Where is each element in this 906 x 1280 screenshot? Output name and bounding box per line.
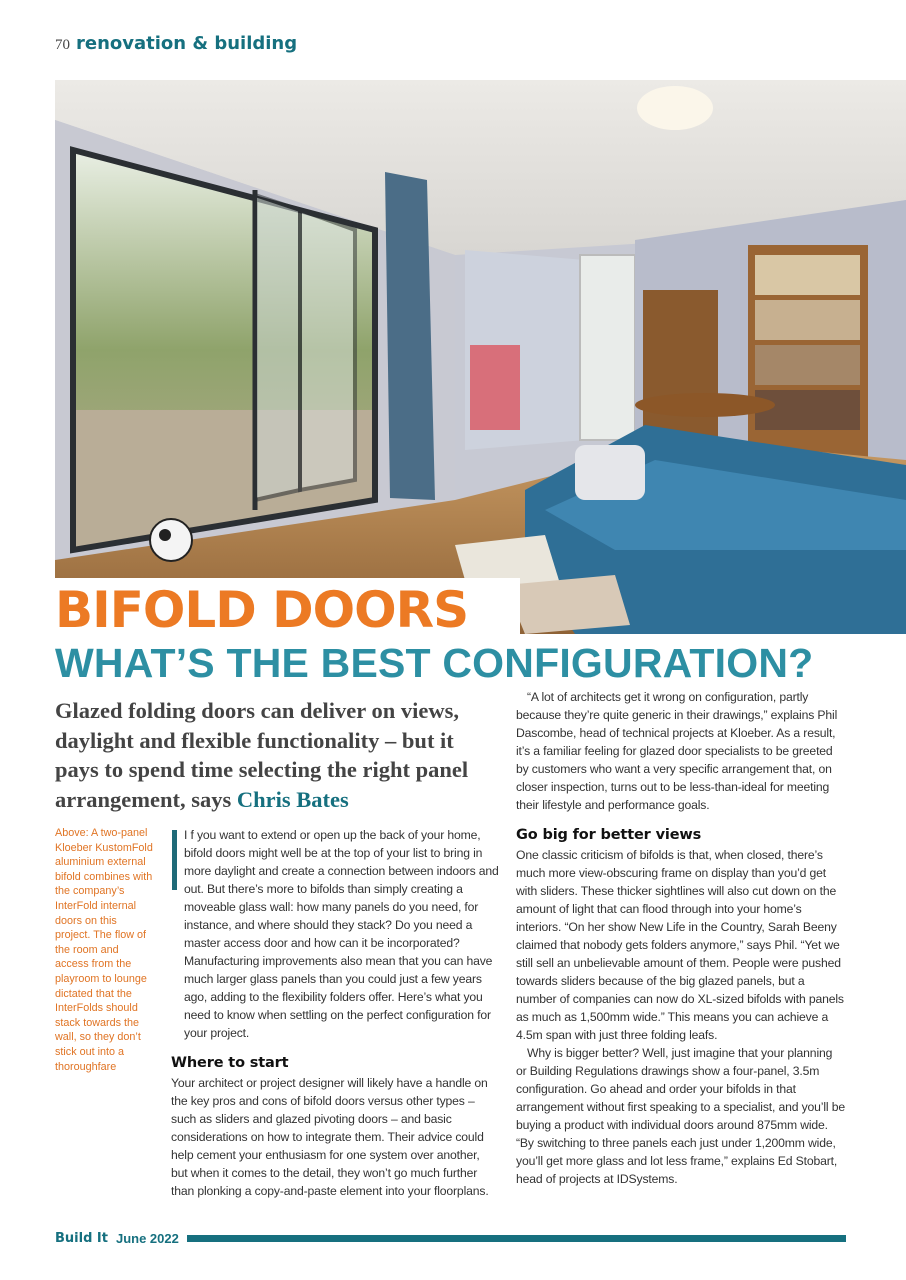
body-column-1 (171, 826, 499, 1200)
intro-paragraph: I f you want to extend or open up the back of your home, bifold doors might well be at the top of your list to bring in more daylight and create a connection between indoors and out. But there’s more to bifolds than simply creating a moveable glass wall: how many panels do you need, for instance, and where should they stack? Do you need a master access door and how can it be incorporated? Manufacturing improvements also mean that you can have much larger glass panels than you could just a few years ago, adding to the flexibility folders offer. Here’s what you need to know when settling on the perfect configuration for your project. (184, 828, 499, 1040)
dropcap-i (172, 830, 177, 890)
article-subheadline: WHAT’S THE BEST CONFIGURATION? (55, 640, 814, 686)
photo-caption: Above: A two-panel Kloeber KustomFold aluminium external bifold combines with the company’s InterFold internal doors on this project. The flow of the room and access from the playroom to lounge dictated that the InterFolds should stack towards the wall, so they don’t stick out into a thoroughfare (55, 827, 153, 1073)
page-footer (55, 1229, 846, 1247)
section-title: renovation & building (76, 33, 298, 54)
footer-rule (187, 1235, 846, 1242)
article-headline: BIFOLD DOORS (55, 581, 469, 639)
paragraph: Why is bigger better? Well, just imagine that your planning or Building Regulations drawings show a four-panel, 3.5m configuration. Go ahead and order your bifolds in that arrangement without first speaking to a specialist, and you’ll be buying a product with individual doors around 875mm wide. “By switching to three panels each just under 1,200mm wide, you’ll get more glass and lot less frame,” explains Ed Stobart, head of projects at IDSystems. (516, 1046, 845, 1186)
hero-photo (55, 80, 906, 634)
paragraph: One classic criticism of bifolds is that, when closed, there’s much more view-obscuring frame on display than you’d get with sliders. These thicker sightlines will also cut down on the amount of light that can flood through into your home’s interiors. “On her show New Life in the Country, Sarah Beeny claimed that nobody gets folders anymore,” says Phil. “Yet we still sell an unbelievable amount of them. People were pushed towards sliders because of the big glazed panels, but a number of companies can now do XL-sized bifolds with panels as much as 1,500mm wide.” This means you can achieve a 4.5m span with just three folding leafs. (516, 848, 844, 1042)
paragraph: “A lot of architects get it wrong on configuration, partly because they’re quite generic in their drawings,” explains Phil Dascombe, head of technical projects at Kloeber. As a result, it’s a familiar feeling for glazed door specialists to be greeted by customers who want a very specific arrangement that, on closer inspection, turns out to be less-than-ideal for meeting their lifestyle and performance goals. (516, 690, 838, 812)
footer-magazine-name: Build It (55, 1230, 108, 1246)
page-number: 70 (55, 37, 70, 53)
intro-block (171, 826, 499, 1042)
body-column-2 (516, 688, 846, 1188)
author-byline: Chris Bates (236, 786, 349, 812)
subheading-go-big: Go big for better views (516, 827, 702, 843)
subheading-where-to-start: Where to start (171, 1055, 289, 1071)
living-room-photo (55, 80, 906, 634)
paragraph: Your architect or project designer will likely have a handle on the key pros and cons of bifold doors versus other types – such as sliders and glazed pivoting doors – and basic considerations on how to integrate them. Their advice could help cement your enthusiasm for one system over another, but when it comes to the detail, they won’t go much further than plonking a copy-and-paste element into your floorplans. (171, 1076, 489, 1198)
page-header (55, 33, 297, 59)
standfirst (55, 696, 495, 814)
footer-issue-date: June 2022 (115, 1230, 179, 1246)
standfirst-text: Glazed folding doors can deliver on views, daylight and flexible functionality – but it pays to spend time selecting the right panel arrangement, says (55, 698, 469, 812)
